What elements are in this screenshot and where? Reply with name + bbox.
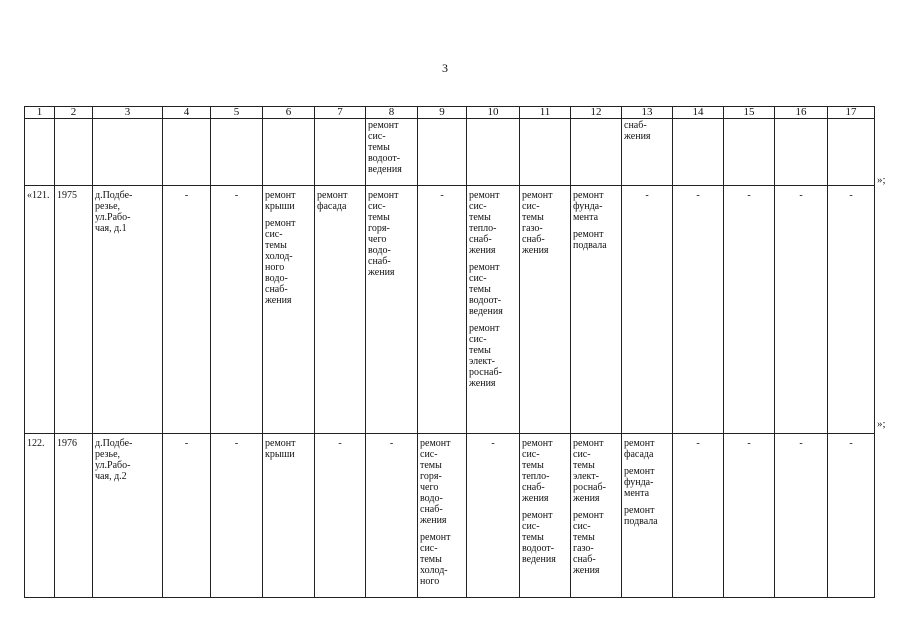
cell-works bbox=[571, 186, 622, 434]
cell-address: д.Подбе- резье, ул.Рабо- чая, д.2 bbox=[93, 434, 163, 598]
work-item: ремонт сис- темы водоот- ведения bbox=[368, 120, 402, 175]
work-item: ремонт сис- темы горя- чего водо- снаб- жения bbox=[368, 190, 399, 278]
cell-works bbox=[571, 434, 622, 598]
work-item: ремонт сис- темы водоот- ведения bbox=[522, 510, 556, 565]
cell-works bbox=[315, 186, 366, 434]
column-number-8: 8 bbox=[366, 107, 418, 119]
cell-dash: - bbox=[366, 434, 418, 598]
cell-dash: - bbox=[467, 434, 520, 598]
table-row bbox=[25, 119, 875, 186]
work-item: ремонт подвала bbox=[624, 505, 658, 527]
work-item: ремонт сис- темы холод- ного водо- снаб- жения bbox=[265, 218, 296, 306]
cell-works bbox=[520, 434, 571, 598]
work-item: ремонт сис- темы горя- чего водо- снаб- жения bbox=[420, 438, 451, 526]
cell-dash: - bbox=[828, 186, 875, 434]
table-row bbox=[25, 434, 875, 598]
cell-row-number: 122. bbox=[25, 434, 55, 598]
cell-year: 1975 bbox=[55, 186, 93, 434]
column-number-11: 11 bbox=[520, 107, 571, 119]
work-item: ремонт сис- темы элект- роснаб- жения bbox=[469, 323, 502, 389]
work-item: ремонт сис- темы холод- ного bbox=[420, 532, 451, 587]
cell-dash: - bbox=[315, 434, 366, 598]
work-item: ремонт крыши bbox=[265, 190, 296, 212]
cell-works bbox=[263, 434, 315, 598]
cell-dash: - bbox=[828, 434, 875, 598]
column-number-10: 10 bbox=[467, 107, 520, 119]
work-item: ремонт сис- темы водоот- ведения bbox=[469, 262, 503, 317]
work-item: ремонт фасада bbox=[624, 438, 655, 460]
cell-dash: - bbox=[211, 186, 263, 434]
cell-address: д.Подбе- резье, ул.Рабо- чая, д.1 bbox=[93, 186, 163, 434]
column-number-16: 16 bbox=[775, 107, 828, 119]
cell-dash: - bbox=[163, 186, 211, 434]
work-item: ремонт фасада bbox=[317, 190, 348, 212]
work-item: ремонт сис- темы газо- снаб- жения bbox=[573, 510, 604, 576]
cell-dash: - bbox=[673, 434, 724, 598]
work-item: ремонт фунда- мента bbox=[624, 466, 655, 499]
work-item: ремонт подвала bbox=[573, 229, 607, 251]
column-number-row bbox=[25, 107, 875, 119]
cell-works bbox=[467, 186, 520, 434]
work-item: снаб- жения bbox=[624, 120, 651, 142]
cell-works bbox=[366, 186, 418, 434]
column-number-1: 1 bbox=[25, 107, 55, 119]
column-number-17: 17 bbox=[828, 107, 875, 119]
work-item: ремонт фунда- мента bbox=[573, 190, 604, 223]
cell-works bbox=[622, 119, 673, 186]
column-number-7: 7 bbox=[315, 107, 366, 119]
cell-dash: - bbox=[775, 434, 828, 598]
row-end-mark: »; bbox=[877, 174, 886, 186]
cell-row-number: «121. bbox=[25, 186, 55, 434]
repair-schedule-table bbox=[24, 106, 875, 598]
work-item: ремонт сис- темы тепло- снаб- жения bbox=[469, 190, 500, 256]
cell-works bbox=[520, 186, 571, 434]
cell-dash: - bbox=[724, 186, 775, 434]
column-number-2: 2 bbox=[55, 107, 93, 119]
page-number: 3 bbox=[442, 61, 448, 75]
work-item: ремонт крыши bbox=[265, 438, 296, 460]
cell-works bbox=[418, 434, 467, 598]
column-number-5: 5 bbox=[211, 107, 263, 119]
cell-dash: - bbox=[673, 186, 724, 434]
cell-dash: - bbox=[163, 434, 211, 598]
work-item: ремонт сис- темы тепло- снаб- жения bbox=[522, 438, 553, 504]
column-number-9: 9 bbox=[418, 107, 467, 119]
column-number-4: 4 bbox=[163, 107, 211, 119]
row-end-mark: »; bbox=[877, 418, 886, 430]
column-number-3: 3 bbox=[93, 107, 163, 119]
cell-works bbox=[366, 119, 418, 186]
work-item: ремонт сис- темы элект- роснаб- жения bbox=[573, 438, 606, 504]
cell-works bbox=[263, 186, 315, 434]
column-number-12: 12 bbox=[571, 107, 622, 119]
cell-dash: - bbox=[724, 434, 775, 598]
cell-dash: - bbox=[775, 186, 828, 434]
table-row bbox=[25, 186, 875, 434]
column-number-6: 6 bbox=[263, 107, 315, 119]
cell-works bbox=[622, 434, 673, 598]
column-number-14: 14 bbox=[673, 107, 724, 119]
cell-dash: - bbox=[211, 434, 263, 598]
cell-dash: - bbox=[418, 186, 467, 434]
work-item: ремонт сис- темы газо- снаб- жения bbox=[522, 190, 553, 256]
cell-year: 1976 bbox=[55, 434, 93, 598]
column-number-13: 13 bbox=[622, 107, 673, 119]
cell-dash: - bbox=[622, 186, 673, 434]
column-number-15: 15 bbox=[724, 107, 775, 119]
